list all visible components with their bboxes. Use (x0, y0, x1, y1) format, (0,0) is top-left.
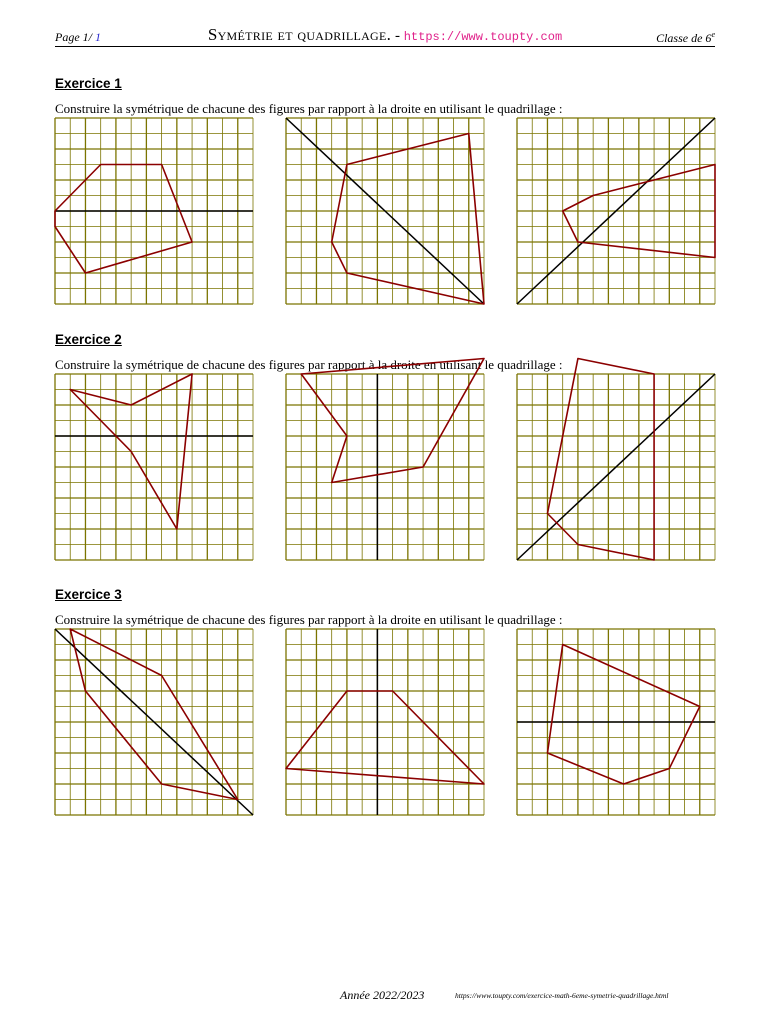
exercise-2-grid-2[interactable] (286, 374, 484, 560)
figure-polygon (547, 359, 654, 561)
figure-polygon (55, 165, 192, 274)
header-rule (55, 46, 715, 47)
footer-url-link[interactable]: https://www.toupty.com/exercice-math-6eme-symetrie-quadrillage.html (455, 991, 669, 1000)
exercise-3-grid-3[interactable] (517, 629, 715, 815)
footer-year: Année 2022/2023 (340, 988, 425, 1002)
exercise-2-title: Exercice 2 (55, 332, 122, 347)
exercise-3-grid-2[interactable] (286, 629, 484, 815)
exercise-2-grid-3[interactable] (517, 374, 715, 560)
title-url-link[interactable]: https://www.toupty.com (403, 30, 563, 44)
page-number: Page 1/ 1 (55, 30, 101, 44)
exercise-1-grid-1[interactable] (55, 118, 253, 304)
page-header (55, 24, 715, 46)
exercise-1-instruction: Construire la symétrique de chacune des figures par rapport à la droite en utilisant le quadrillage : (55, 101, 563, 116)
exercise-3-instruction: Construire la symétrique de chacune des figures par rapport à la droite en utilisant le quadrillage : (55, 612, 563, 627)
page-number-link[interactable]: 1 (95, 30, 101, 44)
class-label: Classe de 6e (656, 30, 715, 45)
exercise-1-grid-3[interactable] (517, 118, 715, 304)
exercise-2-instruction: Construire la symétrique de chacune des figures par rapport à la droite en utilisant le quadrillage : (55, 357, 563, 372)
exercise-3-grid-1[interactable] (55, 629, 253, 815)
exercise-3-title: Exercice 3 (55, 587, 122, 602)
page-title (55, 25, 715, 45)
exercise-2-grid-1[interactable] (55, 374, 253, 560)
title-separator: - (391, 28, 404, 44)
exercise-1-grid-2[interactable] (286, 118, 484, 304)
exercise-1-title: Exercice 1 (55, 76, 122, 91)
title-text: Symétrie et quadrillage. (207, 25, 392, 44)
figure-polygon (70, 629, 238, 800)
